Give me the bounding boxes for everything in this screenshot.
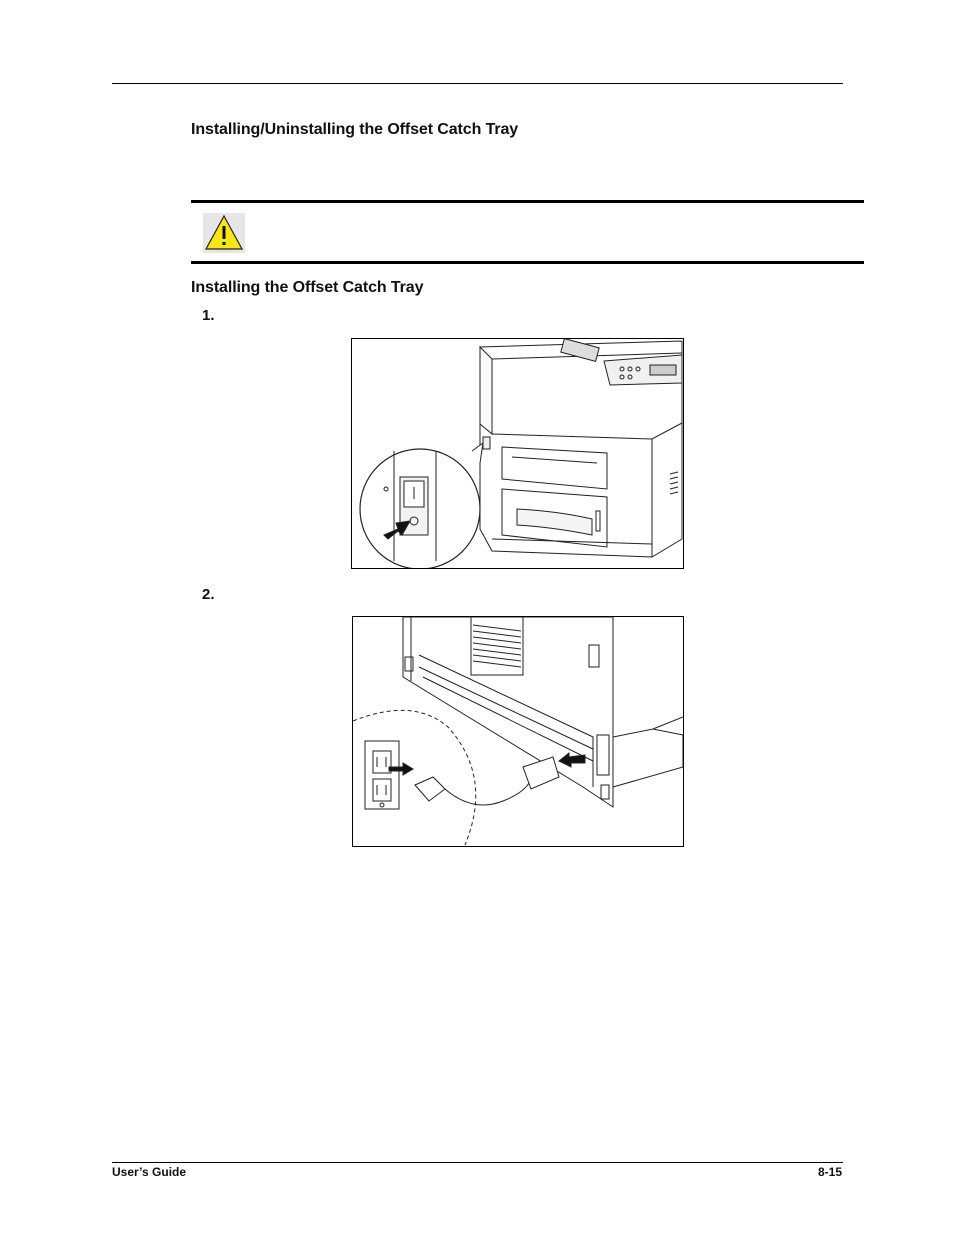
figure-power-switch	[351, 338, 684, 569]
printer-power-cord-unplug-illustration	[353, 617, 683, 846]
header-rule	[112, 83, 843, 84]
footer-page-number: 8-15	[817, 1165, 842, 1179]
figure-power-cord	[352, 616, 684, 847]
step-1-number: 1.	[202, 307, 215, 324]
footer-rule	[112, 1162, 843, 1163]
warning-icon	[203, 213, 245, 253]
caution-box	[191, 200, 864, 264]
subsection-title: Installing the Offset Catch Tray	[191, 279, 424, 296]
section-title: Installing/Uninstalling the Offset Catch Tray	[191, 121, 519, 138]
footer-document-title: User’s Guide	[112, 1165, 187, 1179]
printer-power-switch-illustration	[352, 339, 683, 568]
step-2-number: 2.	[202, 586, 215, 603]
